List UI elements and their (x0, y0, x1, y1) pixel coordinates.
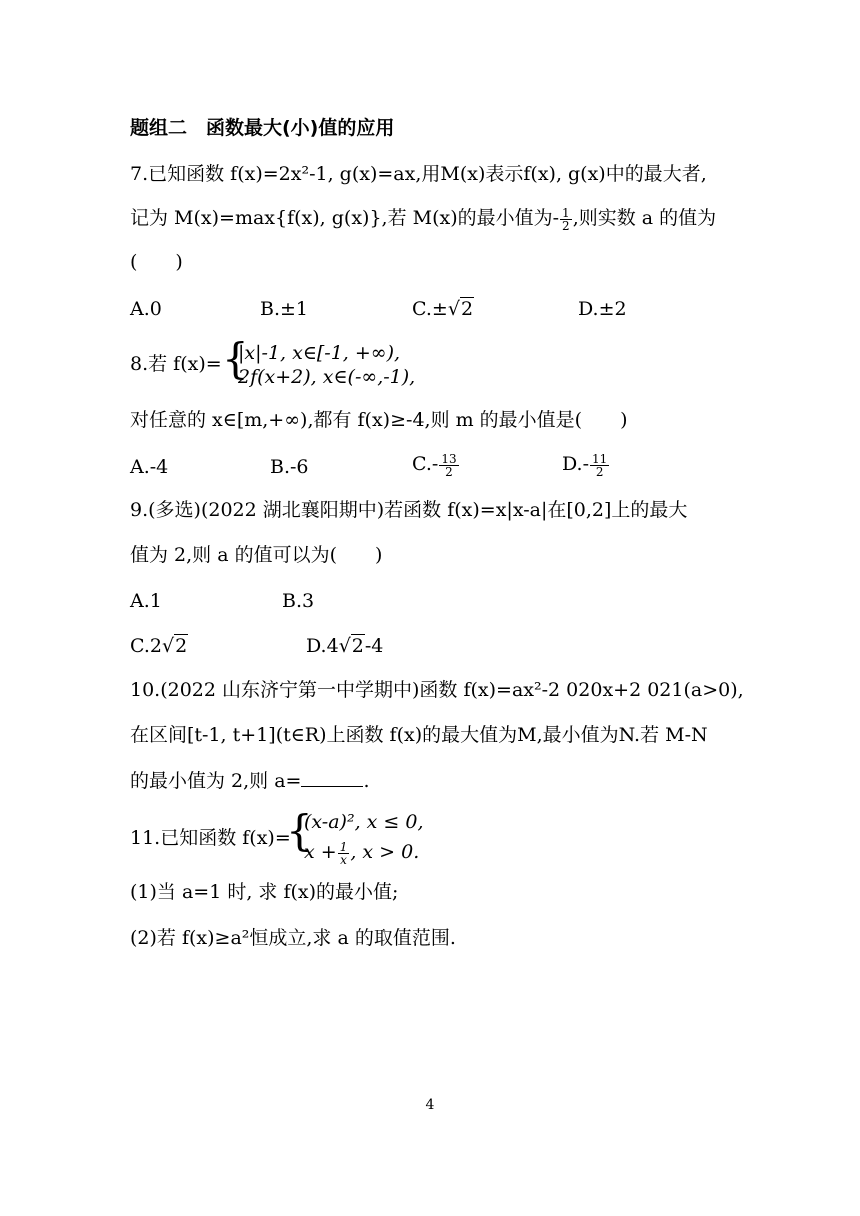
q11-case2-a: x + (304, 841, 337, 863)
q11-part1: (1)当 a=1 时, 求 f(x)的最小值; (130, 881, 399, 903)
left-brace-icon: { (222, 334, 249, 383)
q8-opt-d-fraction (590, 453, 609, 478)
q7-frac-den: 2 (562, 218, 570, 233)
q8-opt-d-num: 11 (592, 451, 608, 466)
q11-prefix: 11.已知函数 f(x)= (130, 827, 291, 849)
q8-case1: |x|-1, x∈[-1, +∞), (238, 342, 401, 364)
sqrt-symbol: √2 (338, 635, 364, 657)
q7-line1: 7.已知函数 f(x)=2x²-1, g(x)=ax,用M(x)表示f(x), g(x)中的最大者, (130, 163, 707, 185)
q9-opt-d-prefix: D.4 (306, 635, 339, 657)
q10-line3-text: 的最小值为 2,则 a= (130, 770, 302, 792)
q7-frac-num: 1 (562, 205, 570, 220)
left-brace-icon: { (286, 806, 313, 855)
q7-answer-paren: ( ) (130, 251, 183, 273)
sqrt-symbol: √2 (162, 635, 188, 657)
q7-fraction (560, 207, 572, 232)
q9-opt-d-suffix: -4 (364, 635, 384, 657)
q7-line2-text-a: 记为 M(x)=max{f(x), g(x)},若 M(x)的最小值为- (130, 207, 560, 229)
q7-option-b: B.±1 (260, 298, 309, 320)
q8-line2: 对任意的 x∈[m,+∞),都有 f(x)≥-4,则 m 的最小值是( ) (130, 409, 628, 431)
q8-prefix: 8.若 f(x)= (130, 353, 222, 375)
q11-part2: (2)若 f(x)≥a²恒成立,求 a 的取值范围. (130, 927, 456, 949)
sqrt-symbol: √2 (447, 298, 474, 320)
q11-case2 (304, 840, 419, 866)
q8-option-b: B.-6 (270, 456, 309, 478)
q9-line1: 9.(多选)(2022 湖北襄阳期中)若函数 f(x)=x|x-a|在[0,2]上的最大 (130, 499, 688, 521)
q10-line3 (130, 768, 370, 793)
q8-option-d (562, 452, 610, 478)
q9-option-b: B.3 (282, 590, 315, 612)
page-number: 4 (425, 1097, 435, 1113)
q8-opt-c-den: 2 (445, 464, 453, 479)
q8-case2: 2f(x+2), x∈(-∞,-1), (238, 366, 416, 388)
q8-opt-c-num: 13 (441, 451, 457, 466)
q8-opt-d-prefix: D.- (562, 453, 590, 475)
section-title: 题组二 函数最大(小)值的应用 (130, 117, 395, 139)
q7-line2-text-b: ,则实数 a 的值为 (572, 207, 717, 229)
q9-opt-c-radicand: 2 (175, 635, 188, 657)
q8-opt-c-prefix: C.- (412, 453, 439, 475)
q10-line2: 在区间[t-1, t+1](t∈R)上函数 f(x)的最大值为M,最小值为N.若 M-N (130, 724, 708, 746)
q10-line3-period: . (363, 770, 370, 792)
q11-case2-fraction (338, 841, 350, 866)
q9-opt-d-radicand: 2 (351, 635, 364, 657)
q7-option-a: A.0 (130, 298, 162, 320)
q9-opt-c-prefix: C.2 (130, 635, 162, 657)
q8-opt-c-fraction (439, 453, 458, 478)
q7-opt-c-radicand: 2 (460, 298, 474, 320)
q8-opt-d-den: 2 (595, 464, 604, 479)
q10-line1: 10.(2022 山东济宁第一中学期中)函数 f(x)=ax²-2 020x+2 021(a>0), (130, 679, 744, 701)
q7-option-c (412, 297, 474, 321)
q7-opt-c-prefix: C.± (412, 298, 448, 320)
answer-blank (301, 768, 363, 787)
q9-option-a: A.1 (130, 590, 162, 612)
q11-case2-num: 1 (339, 839, 348, 854)
q9-line2: 值为 2,则 a 的值可以为( ) (130, 544, 383, 566)
q7-option-d: D.±2 (578, 298, 627, 320)
q11-case2-den: x (340, 852, 347, 867)
q8-option-c (412, 452, 460, 478)
q11-case2-b: , x > 0. (350, 841, 420, 863)
q11-case1: (x-a)², x ≤ 0, (304, 811, 424, 833)
q8-option-a: A.-4 (130, 456, 169, 478)
q9-option-c (130, 634, 188, 658)
q9-option-d (306, 634, 383, 658)
q7-line2 (130, 206, 716, 232)
